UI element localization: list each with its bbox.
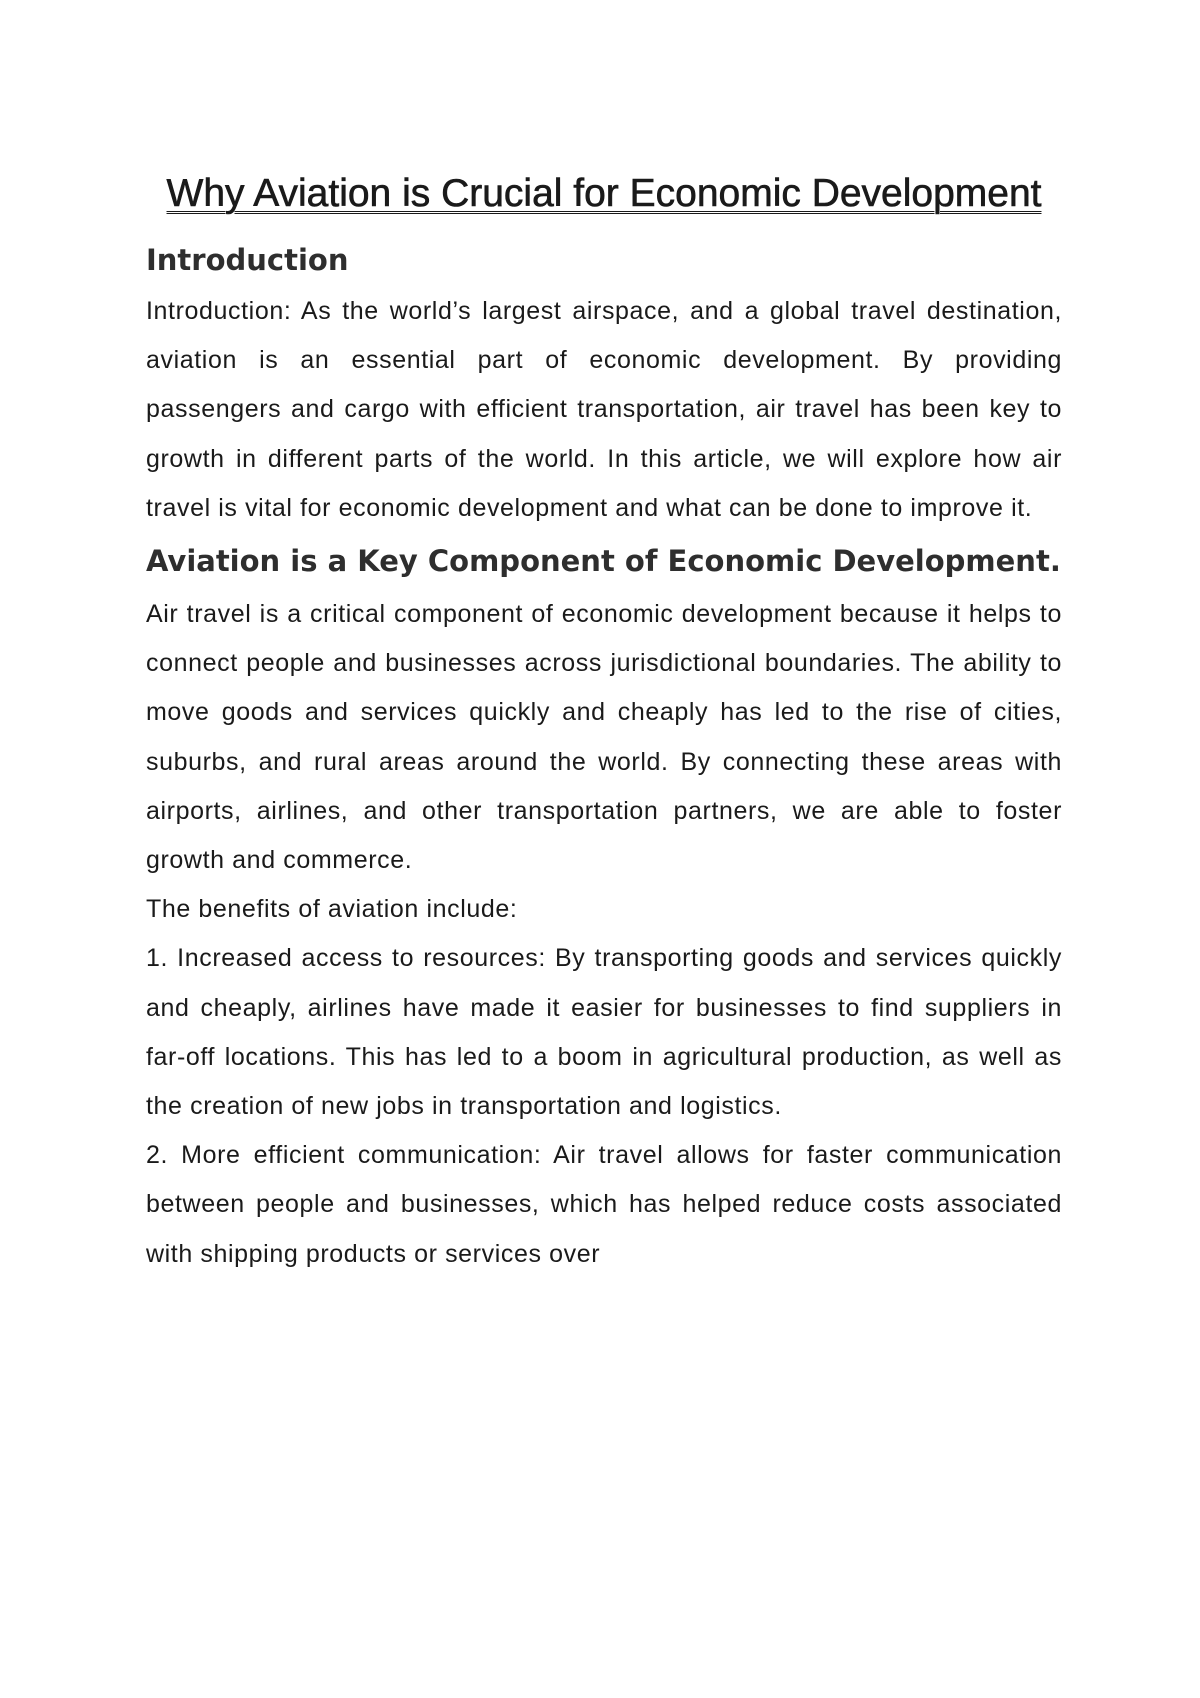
benefits-intro-line: The benefits of aviation include: — [146, 895, 518, 924]
section-heading-key-component: Aviation is a Key Component of Economic Development. — [146, 544, 1061, 579]
document-title — [146, 158, 1062, 229]
introduction-paragraph: Introduction: As the world’s largest airspace, and a global travel destination, aviation is an essential part of economic development. By providing passengers and cargo with efficient transportation, air travel has been key to growth in different parts of the world. In this article, we will explore how air travel is vital for economic development and what can be done to improve it. — [146, 297, 1062, 522]
benefit-item-2: 2. More efficient communication: Air travel allows for faster communication between people and businesses, which has helped reduce costs associated with shipping products or services over — [146, 1141, 1062, 1268]
benefit-item-1: 1. Increased access to resources: By transporting goods and services quickly and cheaply, airlines have made it easier for businesses to find suppliers in far-off locations. This has led to a boom in agricultural production, as well as the creation of new jobs in transportation and logistics. — [146, 944, 1062, 1121]
document-body — [146, 158, 1062, 1279]
section-heading-introduction: Introduction — [146, 243, 349, 277]
document-title-text: Why Aviation is Crucial for Economic Development — [166, 172, 1042, 215]
key-component-paragraph: Air travel is a critical component of economic development because it helps to connect people and businesses across jurisdictional boundaries. The ability to move goods and services quickly and cheaply has led to the rise of cities, suburbs, and rural areas around the world. By connecting these areas with airports, airlines, and other transportation partners, we are able to foster growth and commerce. — [146, 600, 1062, 875]
